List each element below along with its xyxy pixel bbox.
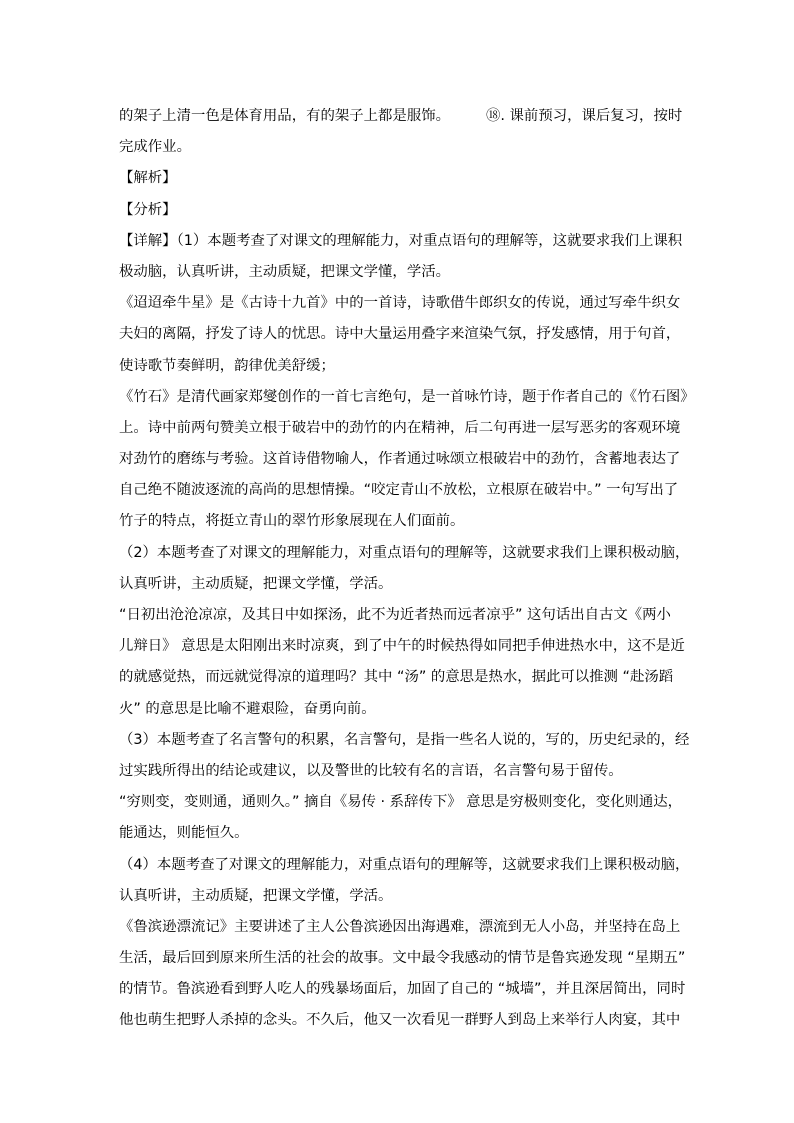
detail-paragraph-2-line-2: 认真听讲，主动质疑，把课文学懂，学活。 [119,575,393,592]
liangxiao-analysis-line-3: 的就感觉热，而远就觉得凉的道理吗？其中 “汤” 的意思是热水，据此可以推测 “赴汤蹈 [119,669,674,686]
poem-analysis-line-1: 《迢迢牵牛星》是《古诗十九首》中的一首诗，诗歌借牛郎织女的传说，通过写牵牛织女 [119,295,681,312]
liangxiao-analysis-line-4: 火” 的意思是比喻不避艰险，奋勇向前。 [119,700,376,717]
robinson-analysis-line-2: 生活，最后回到原来所生活的社会的故事。文中最令我感动的情节是鲁宾逊发现 “星期五” [119,950,686,967]
detail-paragraph-1-line-2: 极动脑，认真听讲，主动质疑，把课文学懂，学活。 [119,263,450,280]
answer-18: ⑱. 课前预习，课后复习，按时 [486,108,683,124]
zhushi-analysis-line-2: 上。诗中前两句赞美立根于破岩中的劲竹的内在精神，后二句再进一层写恶劣的客观环境 [119,419,681,436]
section-heading-jiexi: 【解析】 [119,170,177,187]
answer-17-tail: 的架子上清一色是体育用品，有的架子上都是服饰。 [119,108,450,124]
detail-paragraph-1-line-1: 【详解】（1）本题考查了对课文的理解能力，对重点语句的理解等，这就要求我们上课积 [119,232,683,249]
section-heading-fenxi: 【分析】 [119,201,177,218]
document-page [119,101,695,1037]
text-line-2: 完成作业。 [119,139,191,156]
liangxiao-analysis-line-1: “日初出沧沧凉凉，及其日中如探汤，此不为近者热而远者凉乎” 这句话出自古文《两小 [119,607,671,623]
liangxiao-analysis-line-2: 儿辩日》 意思是太阳刚出来时凉爽，到了中午的时候热得如同把手伸进热水中，这不是近 [119,638,685,655]
zhushi-analysis-line-3: 对劲竹的磨练与考验。这首诗借物喻人，作者通过咏颂立根破岩中的劲竹，含蓄地表达了 [119,451,681,468]
yizhuan-analysis-line-1: “穷则变，变则通，通则久。” 摘自《易传 · 系辞传下》 意思是穷极则变化，变化则通达， [119,794,683,811]
robinson-analysis-line-4: 他也萌生把野人杀掉的念头。不久后，他又一次看见一群野人到岛上来举行人肉宴，其中 [119,1012,681,1029]
poem-analysis-line-3: 使诗歌节奏鲜明，韵律优美舒缓； [119,357,335,374]
detail-paragraph-4-line-2: 认真听讲，主动质疑，把课文学懂，学活。 [119,887,393,904]
robinson-analysis-line-3: 的情节。鲁滨逊看到野人吃人的残暴场面后，加固了自己的 “城墙”，并且深居简出，同时 [119,981,686,998]
detail-paragraph-3-line-1: （3）本题考查了名言警句的积累，名言警句，是指一些名人说的，写的，历史纪录的，经 [119,731,690,748]
zhushi-analysis-line-5: 竹子的特点，将挺立青山的翠竹形象展现在人们面前。 [119,513,465,530]
poem-analysis-line-2: 夫妇的离隔，抒发了诗人的忧思。诗中大量运用叠字来渲染气氛，抒发感情，用于句首， [119,326,681,343]
yizhuan-analysis-line-2: 能通达，则能恒久。 [119,825,249,842]
detail-paragraph-3-line-2: 过实践所得出的结论或建议，以及警世的比较有名的言语，名言警句易于留传。 [119,762,623,779]
robinson-analysis-line-1: 《鲁滨逊漂流记》主要讲述了主人公鲁滨逊因出海遇难，漂流到无人小岛，并坚持在岛上 [119,918,681,935]
detail-paragraph-2-line-1: （2）本题考查了对课文的理解能力，对重点语句的理解等，这就要求我们上课积极动脑， [119,544,690,561]
zhushi-analysis-line-1: 《竹石》是清代画家郑燮创作的一首七言绝句，是一首咏竹诗，题于作者自己的《竹石图》 [119,388,695,405]
detail-paragraph-4-line-1: （4）本题考查了对课文的理解能力，对重点语句的理解等，这就要求我们上课积极动脑， [119,856,690,873]
zhushi-analysis-line-4: 自己绝不随波逐流的高尚的思想情操。“咬定青山不放松，立根原在破岩中。” 一句写出了 [119,482,679,499]
text-line-1 [119,101,683,132]
